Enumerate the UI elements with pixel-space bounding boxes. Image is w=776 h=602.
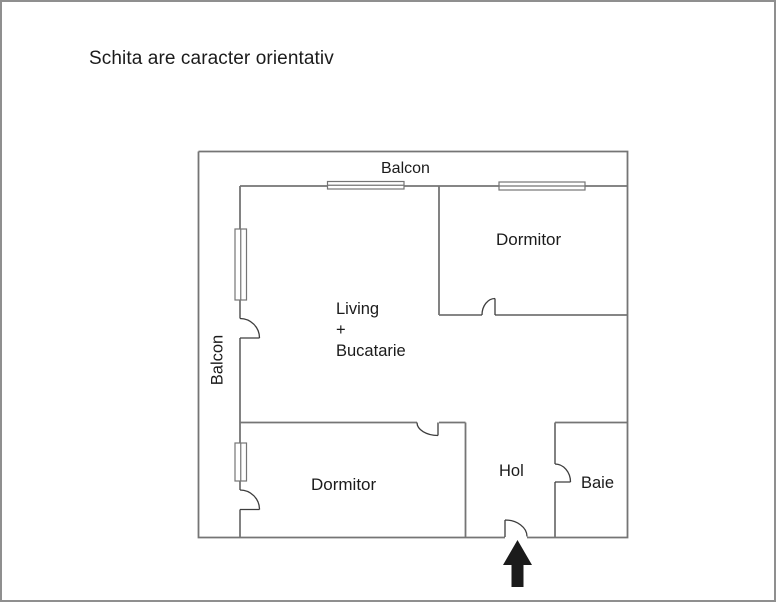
interior-walls: [240, 186, 628, 538]
door-living-balcony: [240, 319, 260, 339]
room-label-balcon-top: Balcon: [381, 160, 430, 177]
door-dormitor-top: [482, 299, 495, 316]
door-dormitor-bottom-balcony: [240, 490, 260, 510]
page-title: Schita are caracter orientativ: [89, 48, 334, 69]
door-baie: [555, 464, 571, 482]
outer-walls: [199, 152, 628, 538]
room-label-baie: Baie: [581, 474, 615, 492]
room-label-dormitor-top: Dormitor: [496, 230, 562, 249]
door-dormitor-bottom-top-wall: [417, 423, 438, 436]
window-symbol-dormitor-top: [499, 182, 585, 190]
room-label-balcon-left: Balcon: [208, 334, 227, 386]
living-label-line3: Bucatarie: [336, 342, 406, 360]
window-symbol-dormitor-bottom-left: [235, 443, 247, 481]
room-label-living-bucatarie: [336, 299, 406, 362]
room-label-dormitor-bottom: Dormitor: [311, 475, 377, 494]
door-entrance: [505, 520, 527, 537]
window-symbol-balcony-left-section: [328, 182, 405, 190]
living-label-line2: +: [336, 321, 346, 339]
entrance-arrow-icon: [503, 540, 532, 587]
living-label-line1: Living: [336, 300, 380, 318]
room-label-hol: Hol: [499, 462, 524, 480]
window-symbol-living-left: [235, 229, 247, 300]
